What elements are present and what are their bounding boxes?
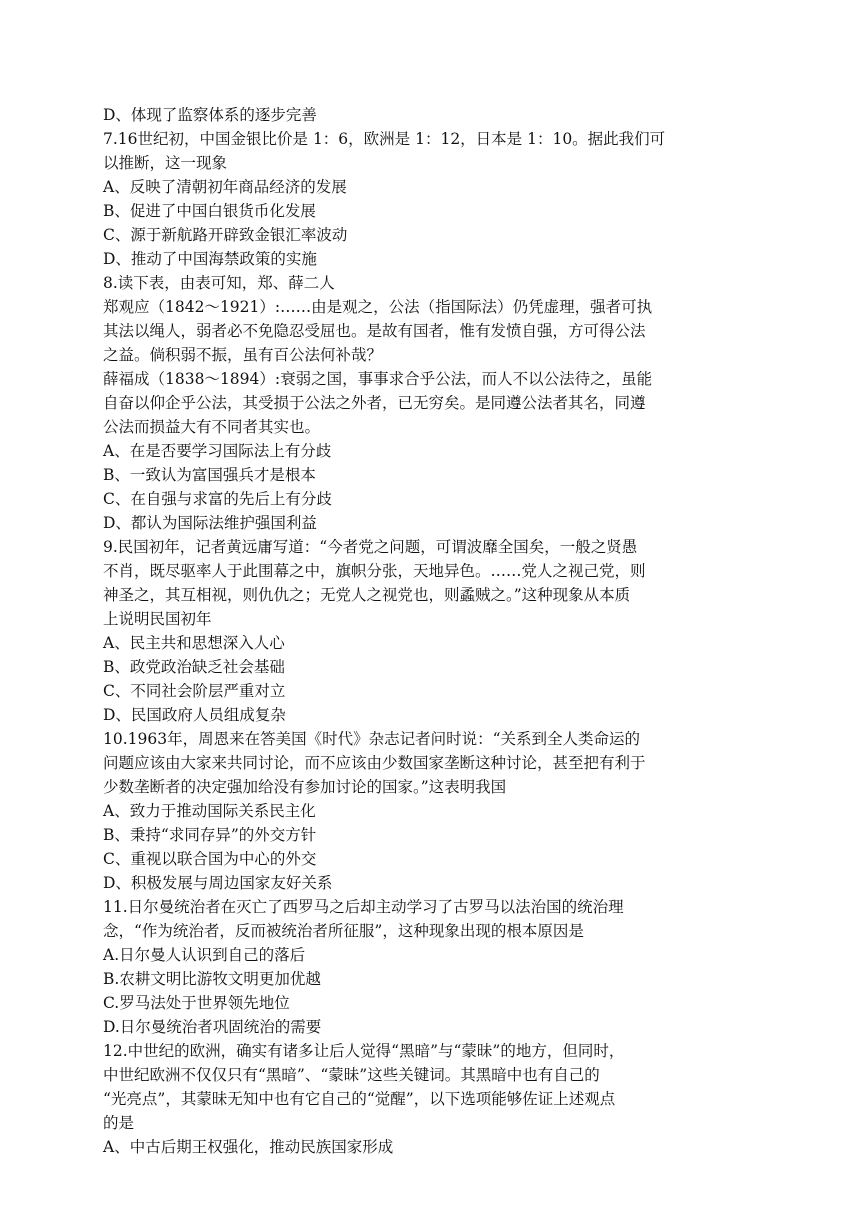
- text-line: A、在是否要学习国际法上有分歧: [103, 442, 332, 460]
- text-line: 之益。倘积弱不振，虽有百公法何补哉？: [103, 346, 383, 364]
- text-line: B.农耕文明比游牧文明更加优越: [103, 970, 321, 988]
- text-line: D、都认为国际法维护强国利益: [103, 514, 317, 532]
- text-line: B、一致认为富国强兵才是根本: [103, 466, 316, 484]
- text-line: D、体现了监察体系的逐步完善: [103, 106, 317, 124]
- text-line: 自奋以仰企乎公法，其受损于公法之外者，已无穷矣。是同遵公法者其名，同遵: [103, 394, 646, 412]
- document-page: [103, 103, 743, 1159]
- text-line: B、政党政治缺乏社会基础: [103, 658, 285, 676]
- text-line: A、中古后期王权强化，推动民族国家形成: [103, 1138, 394, 1156]
- text-line: 中世纪欧洲不仅仅只有“黑暗”、“蒙昧”这些关键词。其黑暗中也有自己的: [103, 1066, 600, 1084]
- text-line: 郑观应（1842～1921）:……由是观之，公法（指国际法）仍凭虚理，强者可执: [103, 298, 653, 316]
- text-line: 薛福成（1838～1894）:衰弱之国，事事求合乎公法，而人不以公法待之，虽能: [103, 370, 653, 388]
- text-line: C、源于新航路开辟致金银汇率波动: [103, 226, 348, 244]
- text-line: A、民主共和思想深入人心: [103, 634, 285, 652]
- text-line: A、致力于推动国际关系民主化: [103, 802, 316, 820]
- text-line: C、在自强与求富的先后上有分歧: [103, 490, 332, 508]
- text-line: C.罗马法处于世界领先地位: [103, 994, 290, 1012]
- text-line: B、促进了中国白银货币化发展: [103, 202, 316, 220]
- text-line: 不肖，既尽驱率人于此围幕之中，旗帜分张，天地异色。……党人之视己党，则: [103, 562, 646, 580]
- text-line: D.日尔曼统治者巩固统治的需要: [103, 1018, 322, 1036]
- text-line: 11.日尔曼统治者在灭亡了西罗马之后却主动学习了古罗马以法治国的统治理: [103, 898, 624, 916]
- text-line: 问题应该由大家来共同讨论，而不应该由少数国家垄断这种讨论，甚至把有利于: [103, 754, 646, 772]
- text-line: A、反映了清朝初年商品经济的发展: [103, 178, 347, 196]
- text-line: 的是: [103, 1114, 135, 1132]
- text-line: 10.1963年，周恩来在答美国《时代》杂志记者问时说：“关系到全人类命运的: [103, 730, 641, 748]
- text-line: 7.16世纪初，中国金银比价是 1：6，欧洲是 1：12，日本是 1：10。据此我们可: [103, 130, 666, 148]
- text-line: 8.读下表，由表可知，郑、薛二人: [103, 274, 335, 292]
- text-line: 少数垄断者的决定强加给没有参加讨论的国家。”这表明我国: [103, 778, 507, 796]
- text-line: 12.中世纪的欧洲，确实有诸多让后人觉得“黑暗”与“蒙昧”的地方，但同时，: [103, 1042, 625, 1060]
- text-line: C、重视以联合国为中心的外交: [103, 850, 317, 868]
- text-line: “光亮点”，其蒙昧无知中也有它自己的“觉醒”，以下选项能够佐证上述观点: [103, 1090, 616, 1108]
- text-line: 公法而损益大有不同者其实也。: [103, 418, 321, 436]
- text-line: 上说明民国初年: [103, 610, 212, 628]
- text-line: D、民国政府人员组成复杂: [103, 706, 286, 724]
- text-line: B、秉持“求同存异”的外交方针: [103, 826, 317, 844]
- text-line: 以推断，这一现象: [103, 154, 228, 172]
- text-line: D、推动了中国海禁政策的实施: [103, 250, 317, 268]
- text-line: 9.民国初年，记者黄远庸写道：“今者党之问题，可谓波靡全国矣，一般之贤愚: [103, 538, 638, 556]
- text-line: 神圣之，其互相视，则仇仇之；无党人之视党也，则蟊贼之。”这种现象从本质: [103, 586, 631, 604]
- text-line: C、不同社会阶层严重对立: [103, 682, 286, 700]
- text-line: A.日尔曼人认识到自己的落后: [103, 946, 306, 964]
- text-line: 念，“作为统治者，反而被统治者所征服”，这种现象出现的根本原因是: [103, 922, 584, 940]
- text-line: D、积极发展与周边国家友好关系: [103, 874, 333, 892]
- text-line: 其法以绳人，弱者必不免隐忍受屈也。是故有国者，惟有发愤自强，方可得公法: [103, 322, 646, 340]
